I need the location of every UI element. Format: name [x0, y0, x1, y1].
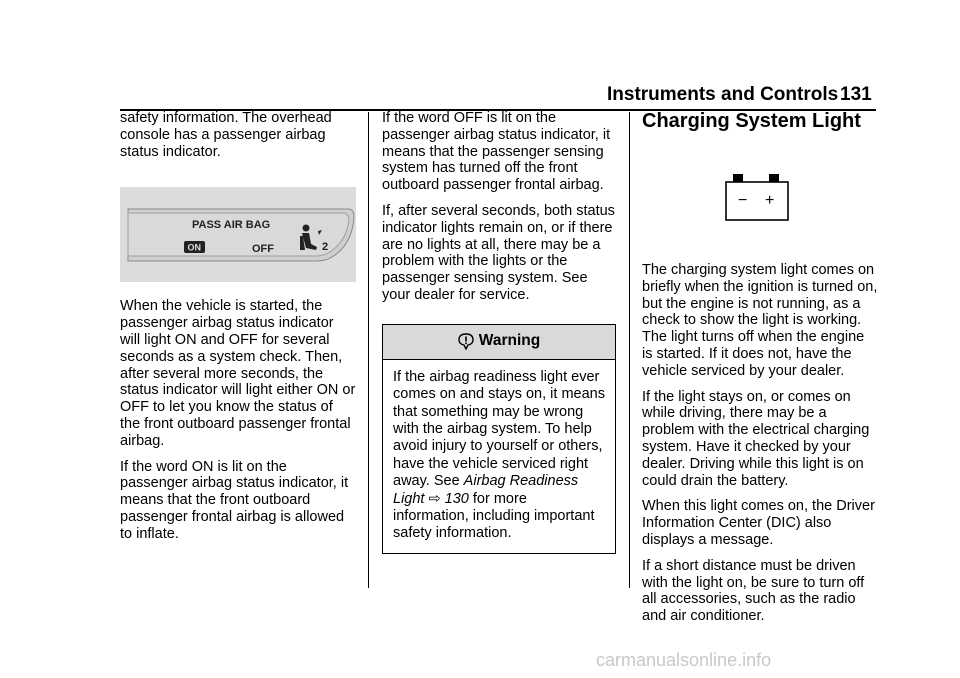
battery-plus-sign: +	[765, 192, 775, 209]
page-ref-number[interactable]: 130	[444, 490, 469, 507]
airbag-status-panel-illustration	[120, 187, 356, 282]
airbag-readiness-light-link[interactable]: Airbag Readiness Light	[393, 473, 579, 507]
watermark-text: carmanualsonline.info	[596, 650, 772, 670]
panel-on-text: ON	[187, 242, 201, 253]
col2-para-1: If the word OFF is lit on the passenger airbag status indicator, it means that the passenger sensing system has turned off the front outboard passenger frontal airbag.	[382, 110, 611, 194]
col1-para-2: When the vehicle is started, the passenger airbag status indicator will light ON and OFF for several seconds as a system check. Then, after several more seconds, the status indicator will light either ON or OFF to let you know the status of the front outboard passenger frontal airbag.	[120, 298, 356, 449]
col1-para-1: safety information. The overhead console has a passenger airbag status indicator.	[120, 110, 332, 160]
col3-para-1: The charging system light comes on briefly when the ignition is turned on, but the engine is not running, as a check to show the light is working. The light turns off when the engine is started. If it does not, have the vehicle serviced by your dealer.	[642, 262, 878, 379]
warning-title: Warning	[478, 332, 541, 350]
panel-seat-number: 2	[322, 241, 329, 254]
column-divider-1	[368, 112, 369, 588]
column-divider-2	[629, 112, 630, 588]
column-1	[120, 110, 356, 552]
battery-icon	[725, 174, 789, 222]
warning-icon	[458, 333, 474, 350]
battery-minus-sign: −	[738, 192, 748, 209]
col3-para-4: If a short distance must be driven with the light on, be sure to turn off all accessories, such as the radio and air conditioner.	[642, 557, 865, 625]
page-ref-arrow-icon: ⇨	[428, 490, 441, 507]
warning-text-suffix: for more information, including important safety information.	[393, 490, 595, 542]
warning-body	[383, 360, 615, 553]
col1-para-3: If the word ON is lit on the passenger airbag status indicator, it means that the front outboard passenger frontal airbag is allowed to inflate.	[120, 458, 349, 542]
panel-off-text: OFF	[252, 243, 274, 256]
warning-text-prefix: If the airbag readiness light ever comes on and stays on, it means that something may be wrong with the airbag system. To help avoid injury to yourself or others, have the vehicle serviced right away. See	[393, 368, 605, 490]
warning-box	[382, 324, 616, 554]
column-3	[642, 110, 878, 634]
section-title: Charging System Light	[642, 110, 861, 132]
page-number: 131	[840, 84, 872, 105]
col2-para-2: If, after several seconds, both status indicator lights remain on, or if there are no lights at all, there may be a problem with the lights or the passenger sensing system. See your dealer for service.	[382, 202, 615, 303]
col3-para-3: When this light comes on, the Driver Information Center (DIC) also displays a message.	[642, 498, 875, 548]
page-header	[0, 84, 960, 104]
column-2	[382, 110, 618, 554]
battery-illustration	[642, 150, 878, 250]
panel-label-text: PASS AIR BAG	[192, 219, 271, 232]
warning-header	[383, 325, 615, 360]
col3-para-2: If the light stays on, or comes on while driving, there may be a problem with the electrical charging system. Have it checked by your dealer. Driving while this light is on could drain the battery.	[642, 388, 870, 489]
section-header-title: Instruments and Controls	[607, 84, 839, 105]
